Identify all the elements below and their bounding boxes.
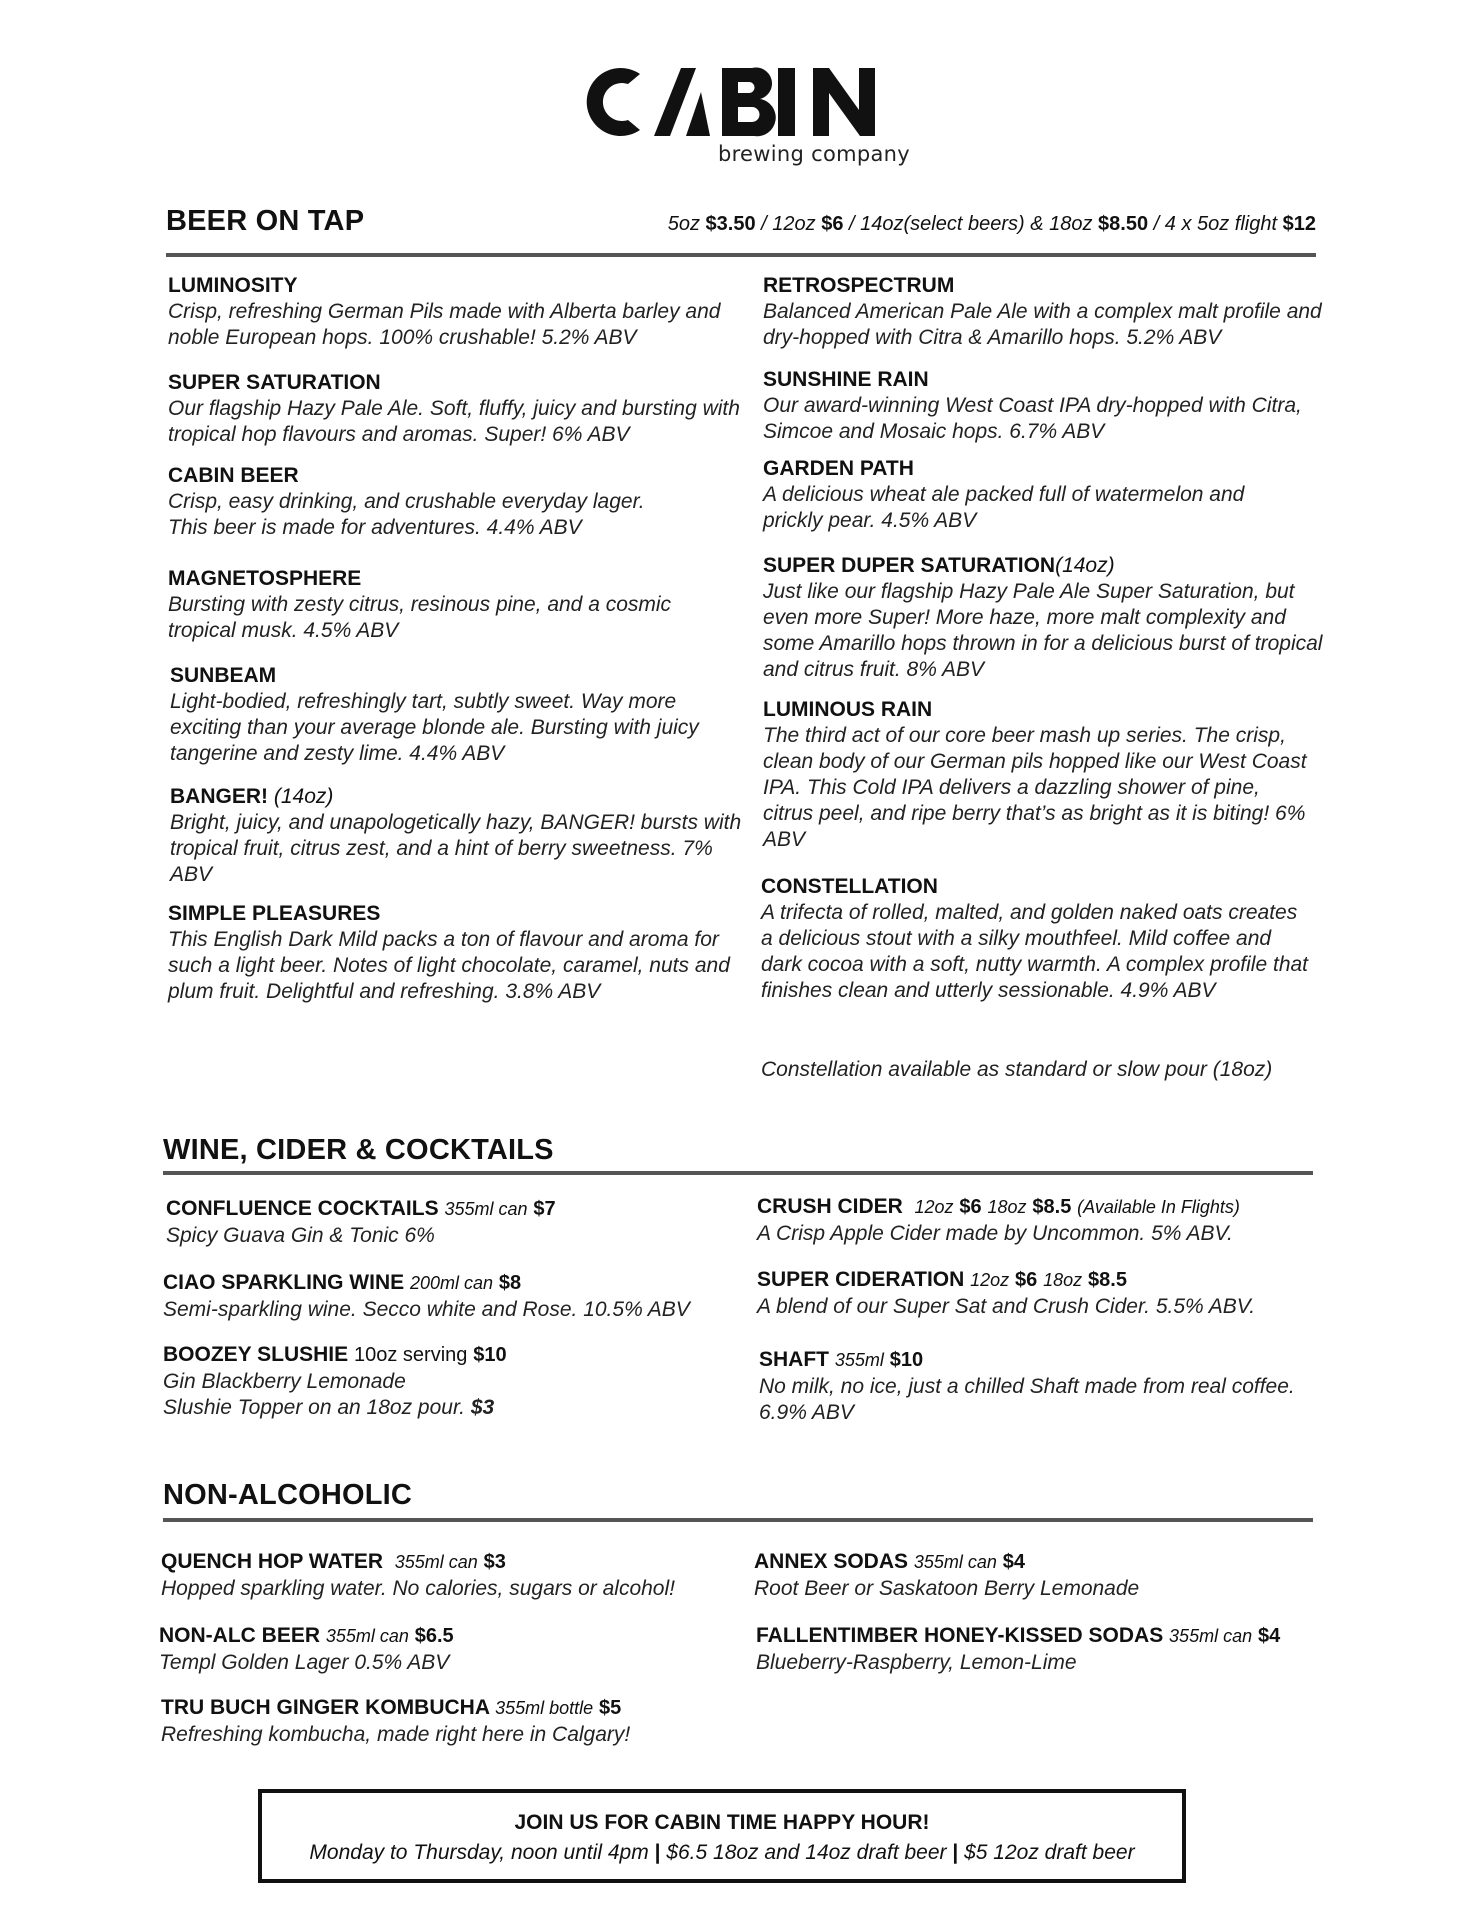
beer-pricing: 5oz $3.50 / 12oz $6 / 14oz(select beers) & 18oz $8.50 / 4 x 5oz flight $12 [667,213,1316,235]
drink-item: BOOZEY SLUSHIE 10oz serving $10 Gin Blackberry Lemonade Slushie Topper on an 18oz pour. $3 [163,1343,507,1419]
drink-item: CIAO SPARKLING WINE 200ml can $8 Semi-sparkling wine. Secco white and Rose. 10.5% ABV [163,1271,690,1321]
drink-item: CONFLUENCE COCKTAILS 355ml can $7 Spicy Guava Gin & Tonic 6% [166,1197,556,1247]
beer-item: SUNBEAM Light-bodied, refreshingly tart, subtly sweet. Way more exciting than your average blonde ale. Bursting with juicy tangerine and zesty lime. 4.4% ABV [170,664,699,765]
logo-wordmark [568,62,914,142]
beer-item: RETROSPECTRUM Balanced American Pale Ale with a complex malt profile and dry-hopped with Citra & Amarillo hops. 5.2% ABV [763,274,1322,349]
drink-item: QUENCH HOP WATER 355ml can $3 Hopped sparkling water. No calories, sugars or alcohol! [161,1550,675,1600]
beer-on-tap-title: BEER ON TAP [166,205,365,237]
beer-divider [166,253,1316,257]
drink-item: NON-ALC BEER 355ml can $6.5 Templ Golden Lager 0.5% ABV [159,1624,454,1674]
beer-item: SIMPLE PLEASURES This English Dark Mild packs a ton of flavour and aroma for such a light beer. Notes of light chocolate, caramel, nuts and plum fruit. Delightful and refreshing. 3.8% ABV [168,902,730,1003]
brand-logo [568,62,914,174]
drink-item: FALLENTIMBER HONEY-KISSED SODAS 355ml can $4 Blueberry-Raspberry, Lemon-Lime [756,1624,1281,1674]
beer-item: LUMINOSITY Crisp, refreshing German Pils made with Alberta barley and noble European hops. 100% crushable! 5.2% ABV [168,274,721,349]
nonalc-divider [163,1518,1313,1522]
happy-hour-details: Monday to Thursday, noon until 4pm | $6.5 18oz and 14oz draft beer | $5 12oz draft beer [309,1841,1135,1864]
beer-item: BANGER! (14oz) Bright, juicy, and unapologetically hazy, BANGER! bursts with tropical fruit, citrus zest, and a hint of berry sweetness. 7% ABV [170,785,742,886]
constellation-note: Constellation available as standard or slow pour (18oz) [761,1058,1273,1081]
drink-item: SHAFT 355ml $10 No milk, no ice, just a chilled Shaft made from real coffee. 6.9% ABV [759,1348,1295,1424]
wine-divider [163,1171,1313,1175]
beer-item: GARDEN PATH A delicious wheat ale packed full of watermelon and prickly pear. 4.5% ABV [763,457,1245,532]
happy-hour-box [258,1789,1186,1883]
beer-item: SUPER DUPER SATURATION(14oz) Just like our flagship Hazy Pale Ale Super Saturation, but even more Super! More haze, more malt complexity and some Amarillo hops thrown in for a delicious burst of tropical and citrus fruit. 8% ABV [763,554,1323,681]
nonalc-section-title: NON-ALCOHOLIC [163,1479,413,1511]
beer-item: CABIN BEER Crisp, easy drinking, and crushable everyday lager. This beer is made for adventures. 4.4% ABV [168,464,645,539]
wine-section-title: WINE, CIDER & COCKTAILS [163,1134,554,1166]
drink-item: CRUSH CIDER 12oz $6 18oz $8.5 (Available In Flights) A Crisp Apple Cider made by Uncommon. 5% ABV. [757,1195,1240,1245]
brand-tagline: brewing company [717,142,910,166]
drink-item: SUPER CIDERATION 12oz $6 18oz $8.5 A blend of our Super Sat and Crush Cider. 5.5% ABV. [757,1268,1256,1318]
beer-item: SUNSHINE RAIN Our award-winning West Coast IPA dry-hopped with Citra, Simcoe and Mosaic hops. 6.7% ABV [763,368,1302,443]
drink-item: TRU BUCH GINGER KOMBUCHA 355ml bottle $5 Refreshing kombucha, made right here in Calgary! [161,1696,631,1746]
beer-item: MAGNETOSPHERE Bursting with zesty citrus, resinous pine, and a cosmic tropical musk. 4.5% ABV [168,567,672,642]
beer-item: LUMINOUS RAIN The third act of our core beer mash up series. The crisp, clean body of our German pils hopped like our West Coast IPA. This Cold IPA delivers a dazzling shower of pine, citrus peel, and ripe berry that’s as bright as it is biting! 6% ABV [763,698,1307,851]
happy-hour-title: JOIN US FOR CABIN TIME HAPPY HOUR! [514,1811,930,1834]
drink-item: ANNEX SODAS 355ml can $4 Root Beer or Saskatoon Berry Lemonade [754,1550,1140,1600]
beer-item: SUPER SATURATION Our flagship Hazy Pale Ale. Soft, fluffy, juicy and bursting with tropical hop flavours and aromas. Super! 6% ABV [168,371,740,446]
beer-item: CONSTELLATION A trifecta of rolled, malted, and golden naked oats creates a delicious stout with a silky mouthfeel. Mild coffee and dark cocoa with a soft, nutty warmth. A complex profile that finishes clean and utterly sessionable. 4.9% ABV [761,875,1309,1002]
